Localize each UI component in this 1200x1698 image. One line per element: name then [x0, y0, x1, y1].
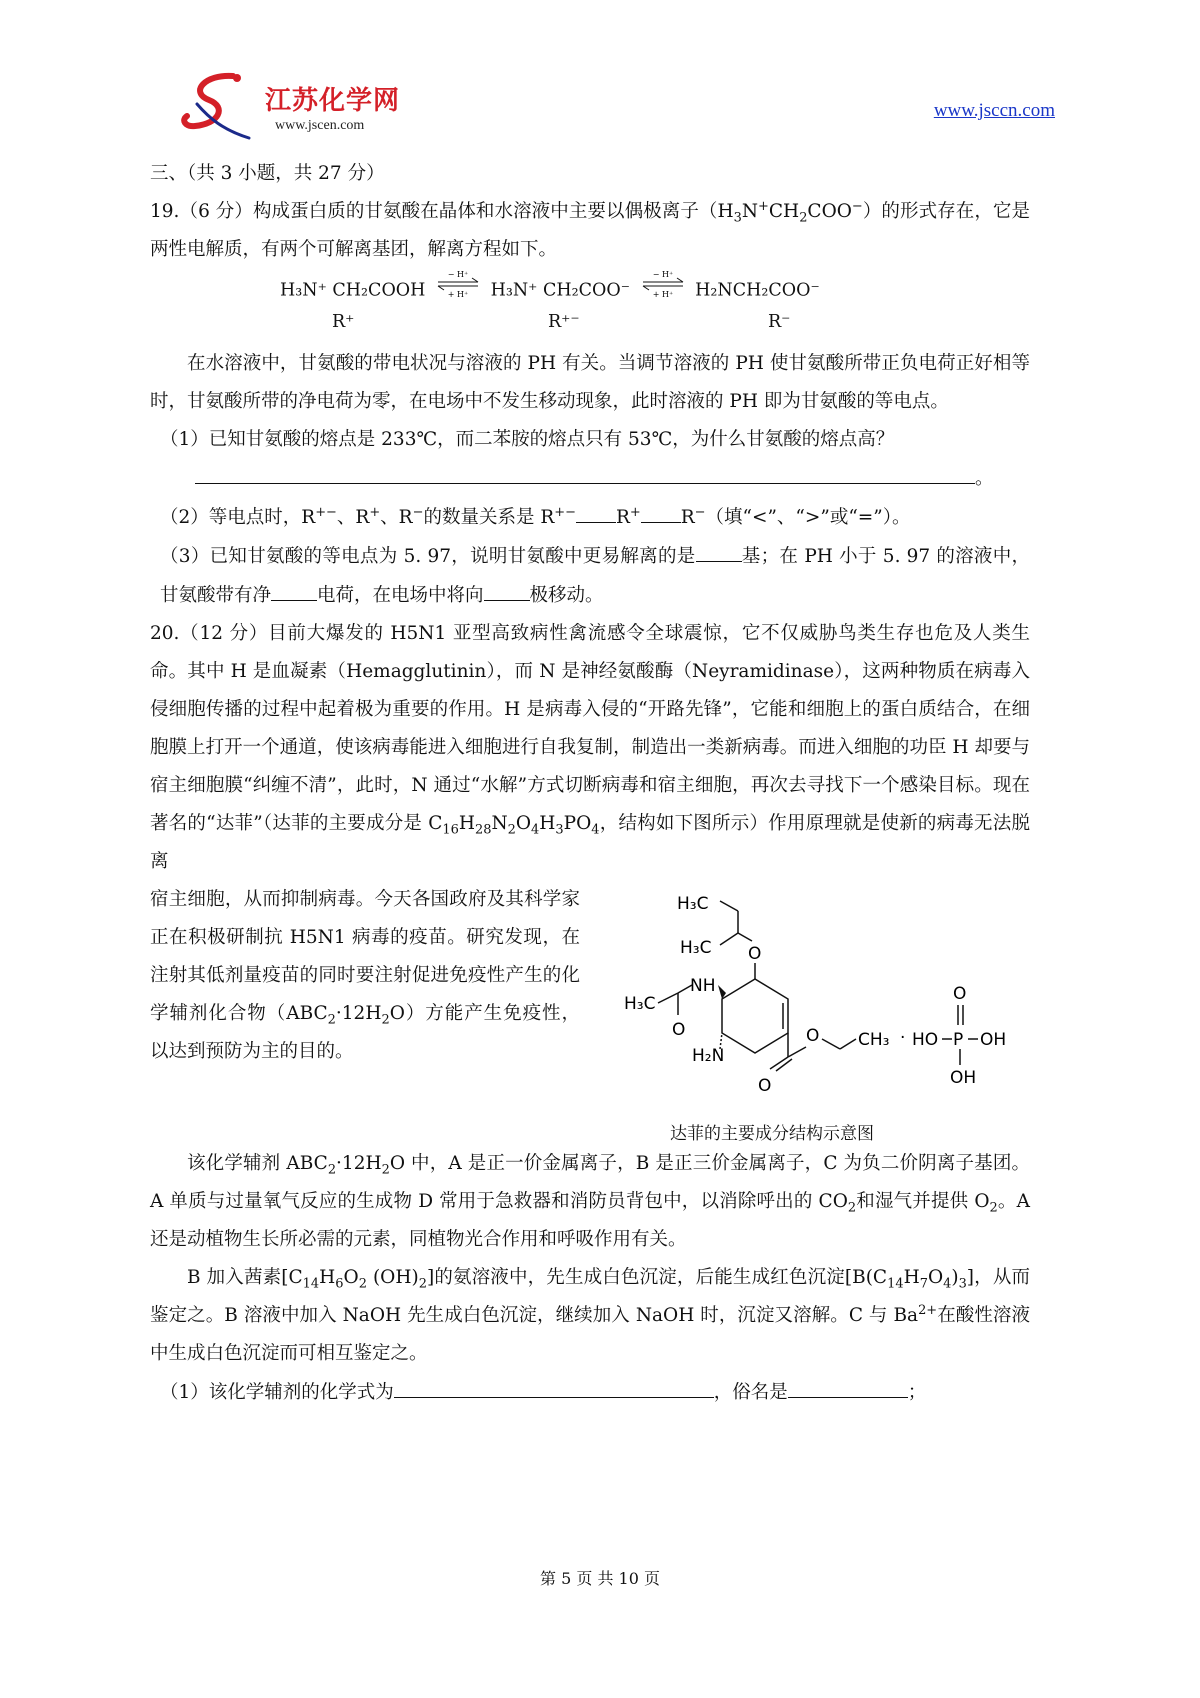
- site-logo: [175, 70, 415, 142]
- section-title: 三、（共 3 小题，共 27 分）: [150, 163, 385, 184]
- eq-species-2: H₃N⁺ CH₂COO⁻: [490, 280, 630, 301]
- answer-blank[interactable]: [394, 1373, 714, 1398]
- label-oh-bottom: OH: [950, 1068, 977, 1088]
- label-o-ester: O: [806, 1026, 820, 1046]
- label-o-p-top: O: [953, 984, 967, 1004]
- q19-intro: 19.（6 分）构成蛋白质的甘氨酸在晶体和水溶液中主要以偶极离子$(H_3N^+CH_2COO^-)$的形式存在，它是两性电解质，有两个可解离基团，解离方程如下。: [150, 198, 1030, 260]
- eq-species-1: H₃N⁺ CH₂COOH: [280, 280, 426, 301]
- label-h3c-top: H₃C: [677, 894, 709, 914]
- page-footer: 第 5 页 共 10 页: [540, 1569, 660, 1588]
- logo-swirl-icon: [175, 70, 265, 142]
- page-content: [150, 155, 1030, 1412]
- q20-paragraph-3: B 加入茜素[$C_{14}H_6O_2$ $(OH)_2$]的氨溶液中，先生成白色沉淀，后能生成红色沉淀$[B(C_{14}H_7O_4)_3]$，从而鉴定之。B 溶液中加入 NaOH 先生成白色沉淀，继续加入 NaOH 时，沉淀又溶解。C 与 $Ba^{2+}$在酸性溶液中生成白色沉淀而可相互鉴定之。: [150, 1267, 1031, 1364]
- label-h2n: H₂N: [692, 1046, 725, 1066]
- logo-url: www.jscen.com: [275, 118, 365, 133]
- logo-text: 江苏化学网: [265, 86, 401, 116]
- page-header: [150, 70, 1055, 142]
- label-o-carbonyl: O: [672, 1020, 686, 1040]
- answer-blank[interactable]: [484, 576, 530, 601]
- q20-paragraph-2: 该化学辅剂 $ABC_2\cdot 12H_2O$ 中，A 是正一价金属离子，B 是正三价金属离子，C 为负二价阴离子基团。A 单质与过量氧气反应的生成物 D 常用于急救器和消防员背包中，以消除呼出的 $CO_2$和湿气并提供 $O_2$。A 还是动植物生长所必需的元素，同植物光合作用和呼吸作用有关。: [150, 1153, 1030, 1250]
- arrow-top-label: − H⁺: [447, 270, 469, 279]
- label-p: P: [953, 1030, 964, 1050]
- eq-species-3: H₂NCH₂COO⁻: [695, 280, 820, 301]
- eq-label-1: R⁺: [332, 312, 355, 332]
- q19-part1: （1）已知甘氨酸的熔点是 233℃，而二苯胺的熔点只有 53℃，为什么甘氨酸的熔点高？: [160, 429, 895, 450]
- label-dot: ·: [900, 1028, 906, 1048]
- label-nh: NH: [690, 976, 716, 996]
- q20-wrap-block: [150, 881, 1030, 1144]
- label-ch3: CH₃: [858, 1030, 890, 1050]
- arrow-bottom-label: + H⁺: [652, 290, 673, 299]
- answer-blank[interactable]: [271, 576, 317, 601]
- label-o-ester-bottom: O: [758, 1076, 772, 1096]
- eq-label-3: R⁻: [768, 312, 791, 332]
- answer-blank[interactable]: [788, 1373, 908, 1398]
- eq-label-2: R⁺⁻: [548, 312, 580, 332]
- label-h3c-mid: H₃C: [680, 938, 712, 958]
- label-ho: HO: [912, 1030, 939, 1050]
- answer-blank[interactable]: [195, 459, 975, 484]
- q20-wrap-text: 宿主细胞，从而抑制病毒。今天各国政府及其科学家正在积极研制抗 H5N1 病毒的疫苗。研究发现，在注射其低剂量疫苗的同时要注射促进免疫性产生的化学辅剂化合物$(ABC_2\cdot 12H_2O)$方能产生免疫性，以达到预防为主的目的。: [150, 889, 580, 1062]
- structure-caption: 达菲的主要成分结构示意图: [670, 1124, 874, 1144]
- label-oh-right: OH: [980, 1030, 1007, 1050]
- site-link[interactable]: www.jsccn.com: [933, 100, 1055, 121]
- label-o-ether: O: [748, 944, 762, 964]
- label-h3c-acetyl: H₃C: [624, 994, 656, 1014]
- tamiflu-structure-diagram: [620, 881, 1040, 1103]
- arrow-top-label: − H⁺: [652, 270, 673, 279]
- answer-blank[interactable]: [576, 498, 616, 523]
- answer-blank[interactable]: [641, 498, 681, 523]
- arrow-bottom-label: + H⁺: [447, 290, 469, 299]
- answer-blank[interactable]: [696, 537, 742, 562]
- q20-intro: 20.（12 分）目前大爆发的 H5N1 亚型高致病性禽流感令全球震惊，它不仅威胁鸟类生存也危及人类生命。其中 H 是血凝素（Hemagglutinin），而 N 是神经氨酸酶（Neyramidinase），这两种物质在病毒入侵细胞传播的过程中起着极为重要的作用。H 是病毒入侵的“开路先锋”，它能和细胞上的蛋白质结合，在细胞膜上打开一个通道，使该病毒能进入细胞进行自我复制，制造出一类新病毒。而进入细胞的功臣 H 却要与宿主细胞膜“纠缠不清”，此时，N 通过“水解”方式切断病毒和宿主细胞，再次去寻找下一个感染目标。现在著名的“达菲”（达菲的主要成分是 $C_{16}H_{28}N_2O_4H_3PO_4$，结构如下图所示）作用原理就是使新的病毒无法脱离: [150, 623, 1030, 872]
- q19-part3: （3）已知甘氨酸的等电点为 5. 97，说明甘氨酸中更易解离的是 基；在 PH 小于 5. 97 的溶液中，甘氨酸带有净 电荷，在电场中将向 极移动。: [150, 537, 1030, 615]
- q19-part1-answer-line: 。: [150, 459, 1030, 498]
- q19-dissociation-equation: [280, 269, 1030, 345]
- q19-paragraph: 在水溶液中，甘氨酸的带电状况与溶液的 PH 有关。当调节溶液的 PH 使甘氨酸所带正负电荷正好相等时，甘氨酸所带的净电荷为零，在电场中不发生移动现象，此时溶液的 PH 即为甘氨酸的等电点。: [150, 353, 1030, 412]
- q19-part2: （2）等电点时，R+−、R+、R−的数量关系是 R+− R+ R−（填“<”、“>”或“=”）。: [150, 498, 1030, 537]
- q20-part1: （1）该化学辅剂的化学式为 ，俗名是 ；: [150, 1373, 1030, 1412]
